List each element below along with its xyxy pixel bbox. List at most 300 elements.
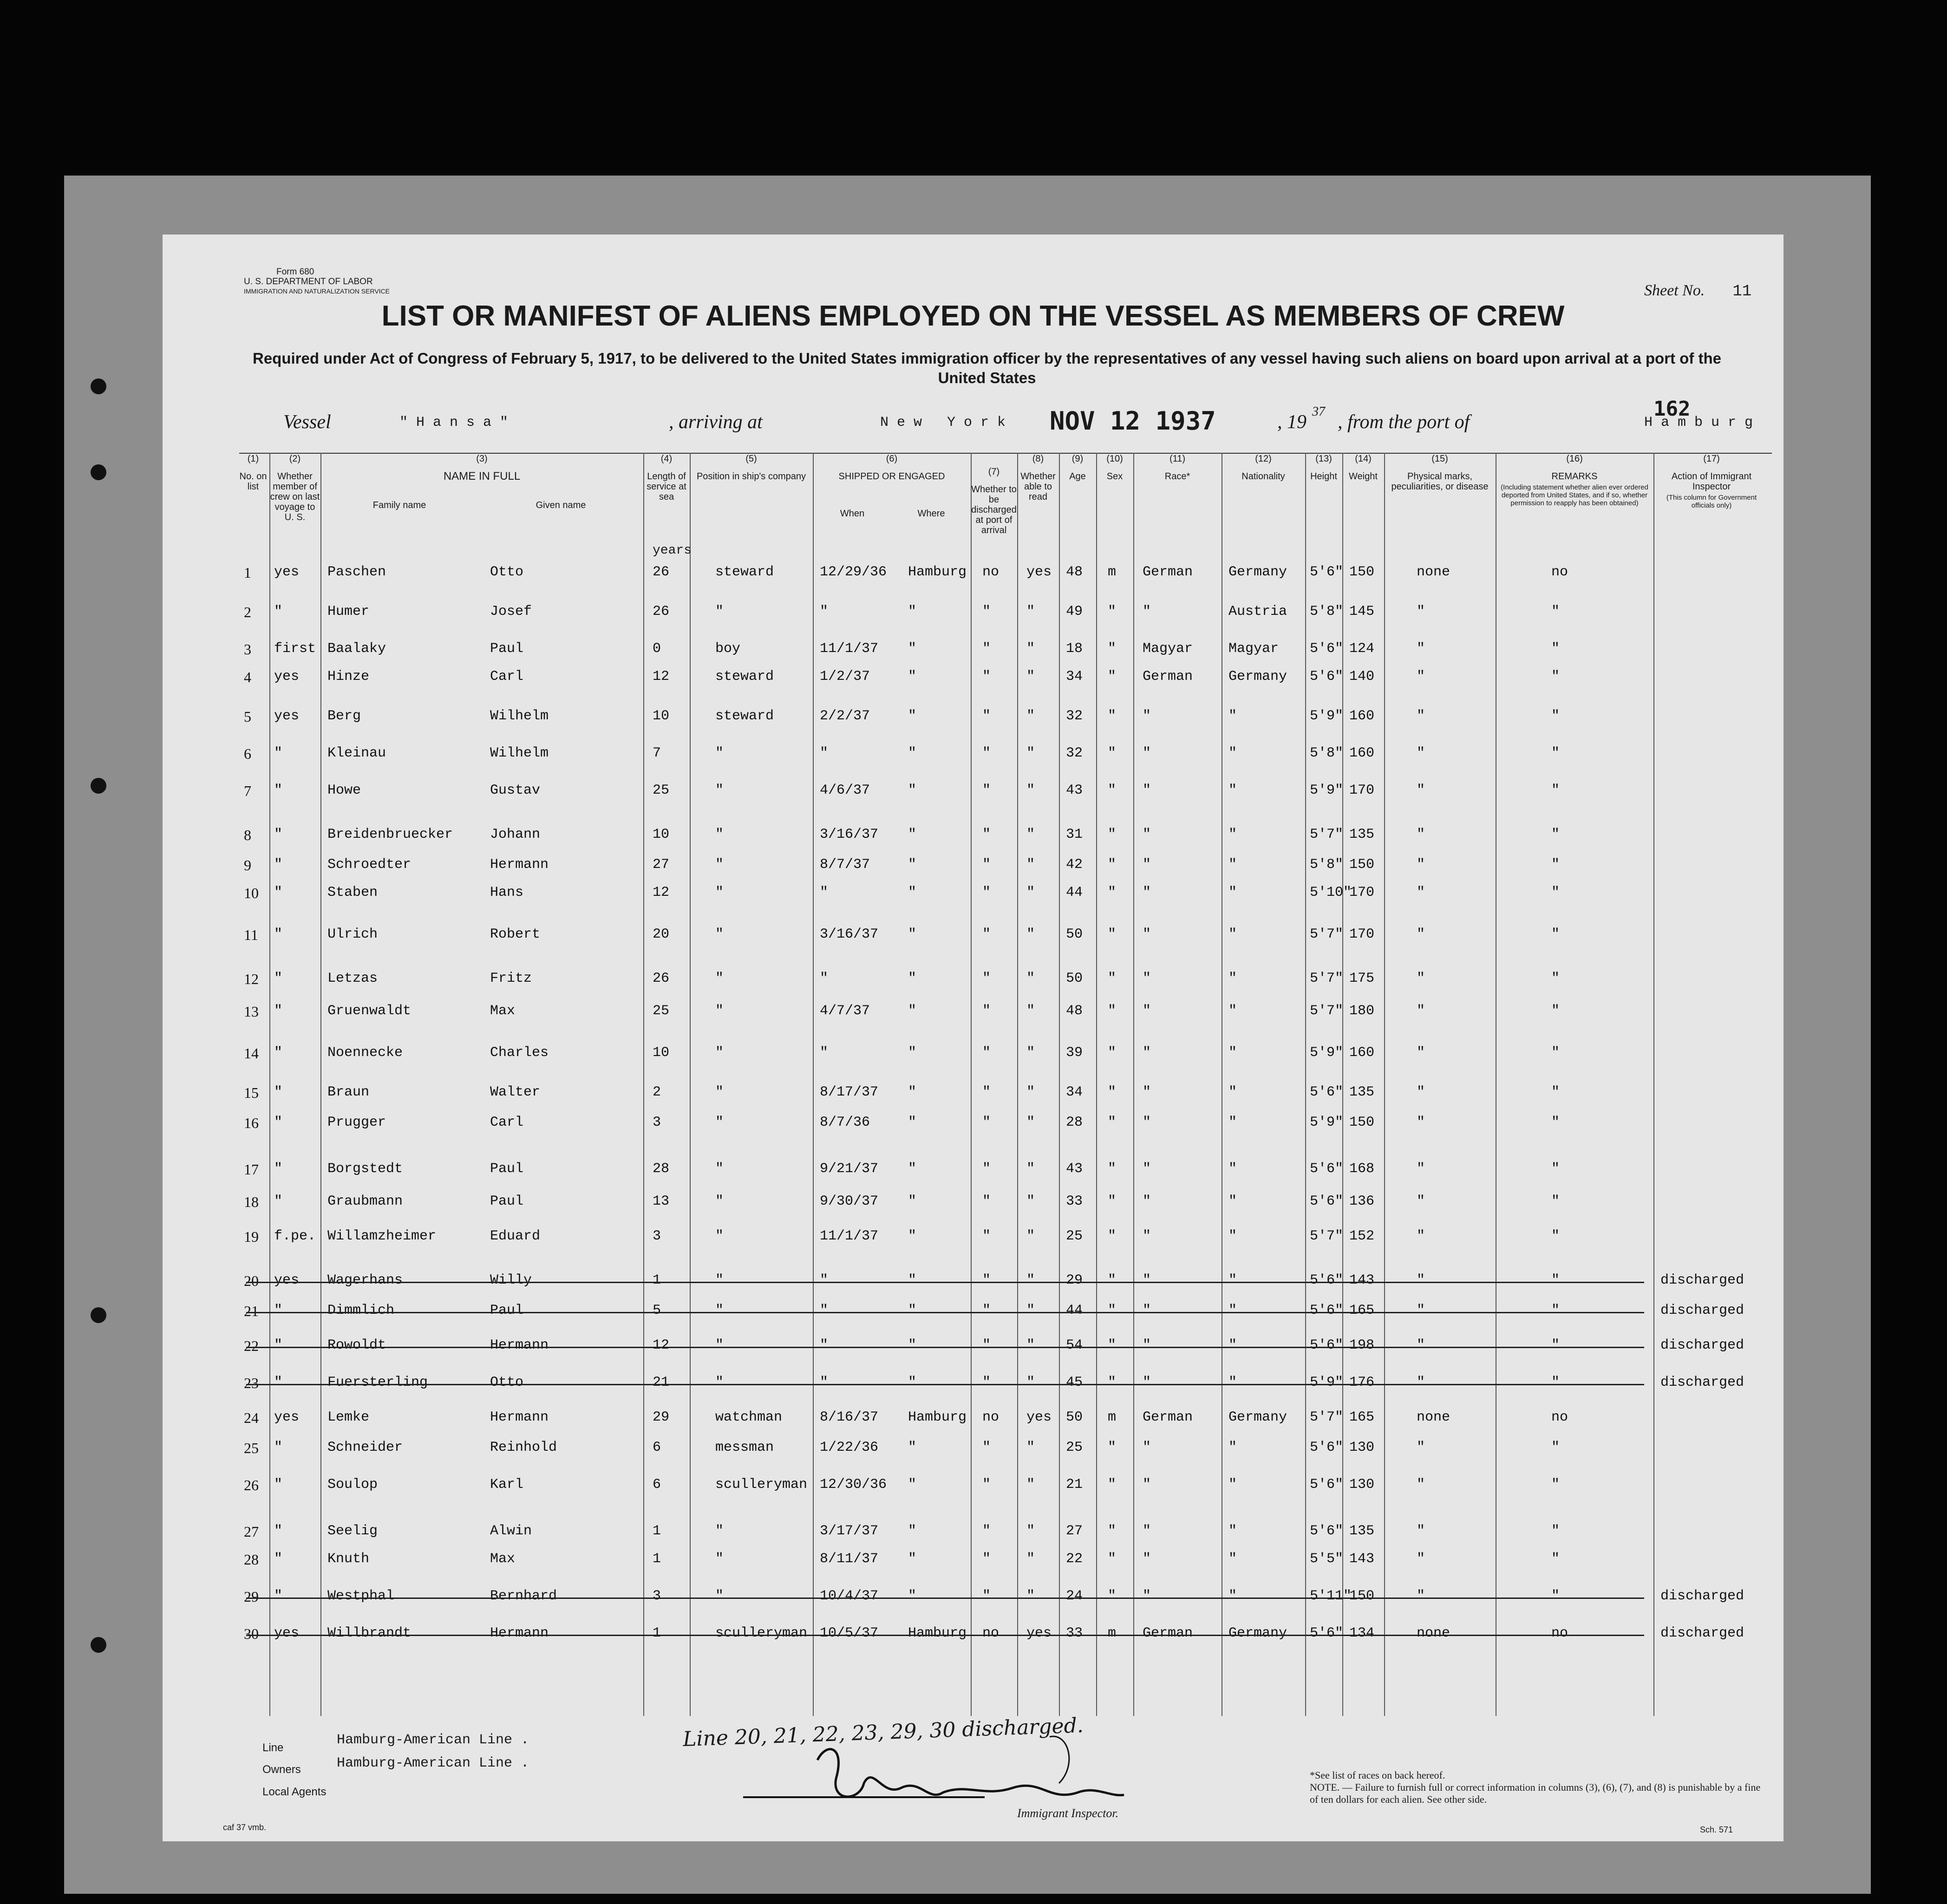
cell-row-number: 16 xyxy=(244,1115,259,1131)
cell-shipped-where: " xyxy=(908,782,917,798)
cell-height: 5'7" xyxy=(1310,1228,1344,1244)
cell-remarks: " xyxy=(1551,669,1560,685)
cell-row-number: 2 xyxy=(244,604,251,620)
cell-sex: " xyxy=(1108,857,1117,873)
cell-height: 5'6" xyxy=(1310,1161,1344,1177)
header-race: (11) Race* xyxy=(1164,454,1190,482)
cell-nationality: Austria xyxy=(1228,604,1287,619)
cell-shipped-when: " xyxy=(820,885,829,900)
cell-family-name: Breidenbruecker xyxy=(327,827,453,842)
cell-physical-marks: none xyxy=(1417,1409,1450,1425)
cell-shipped-where: " xyxy=(908,857,917,873)
cell-weight: 150 xyxy=(1349,1115,1375,1130)
cell-service-years: 1 xyxy=(653,1523,661,1539)
cell-height: 5'6" xyxy=(1310,641,1344,657)
cell-crew-status: f.pe. xyxy=(274,1228,316,1244)
cell-shipped-where: " xyxy=(908,1440,917,1455)
cell-row-number: 21 xyxy=(244,1303,259,1319)
cell-family-name: Dimmlich xyxy=(327,1303,395,1318)
table-row xyxy=(237,1551,1770,1581)
cell-remarks: " xyxy=(1551,1272,1560,1288)
cell-able-to-read: " xyxy=(1026,1303,1035,1318)
cell-row-number: 5 xyxy=(244,708,251,725)
arrival-port: N e w Y o r k xyxy=(880,415,1006,430)
cell-position: " xyxy=(715,1375,724,1390)
cell-nationality: " xyxy=(1228,1440,1237,1455)
cell-race: " xyxy=(1143,1375,1151,1390)
cell-shipped-when: " xyxy=(820,745,829,761)
table-row xyxy=(237,1523,1770,1553)
strikethrough-line xyxy=(246,1384,1644,1385)
cell-age: 28 xyxy=(1066,1115,1083,1130)
cell-crew-status: " xyxy=(274,1588,283,1604)
cell-able-to-read: " xyxy=(1026,669,1035,685)
cell-crew-status: yes xyxy=(274,1272,300,1288)
from-label: , from the port of xyxy=(1338,411,1470,433)
cell-height: 5'6" xyxy=(1310,1477,1344,1493)
cell-crew-status: " xyxy=(274,1551,283,1567)
cell-row-number: 25 xyxy=(244,1440,259,1456)
table-row xyxy=(237,641,1770,671)
cell-given-name: Max xyxy=(490,1003,516,1019)
cell-shipped-where: " xyxy=(908,1588,917,1604)
cell-physical-marks: " xyxy=(1417,641,1425,657)
cell-service-years: 6 xyxy=(653,1477,661,1493)
cell-sex: " xyxy=(1108,1193,1117,1209)
cell-family-name: Willamzheimer xyxy=(327,1228,437,1244)
table-row xyxy=(237,1303,1770,1332)
table-row xyxy=(237,604,1770,633)
cell-crew-status: yes xyxy=(274,708,300,724)
cell-sex: " xyxy=(1108,885,1117,900)
cell-position: " xyxy=(715,1551,724,1567)
years-label: years xyxy=(653,543,692,558)
remarks-note: (Including statement whether alien ever ordered deported from United States, and if so, whether permission to reapply has been obtained) xyxy=(1501,483,1648,507)
cell-physical-marks: " xyxy=(1417,971,1425,986)
cell-inspector-action: discharged xyxy=(1660,1625,1744,1641)
cell-service-years: 2 xyxy=(653,1084,661,1100)
cell-given-name: Gustav xyxy=(490,782,541,798)
cell-remarks: " xyxy=(1551,1228,1560,1244)
strikethrough-line xyxy=(246,1598,1644,1599)
cell-race: " xyxy=(1143,1551,1151,1567)
cell-race: " xyxy=(1143,1045,1151,1061)
cell-nationality: " xyxy=(1228,1375,1237,1390)
punch-hole xyxy=(91,778,106,794)
cell-shipped-when: 8/16/37 xyxy=(820,1409,879,1425)
cell-given-name: Wilhelm xyxy=(490,745,549,761)
cell-row-number: 30 xyxy=(244,1625,259,1642)
punch-hole xyxy=(91,1637,106,1653)
table-row xyxy=(237,971,1770,1000)
cell-remarks: " xyxy=(1551,1115,1560,1130)
header-marks: (15) Physical marks, peculiarities, or disease xyxy=(1391,454,1489,492)
cell-height: 5'9" xyxy=(1310,1115,1344,1130)
cell-race: " xyxy=(1143,782,1151,798)
table-row xyxy=(237,1440,1770,1469)
cell-height: 5'5" xyxy=(1310,1551,1344,1567)
cell-crew-status: yes xyxy=(274,564,300,580)
subheader-family: Family name xyxy=(372,500,426,510)
cell-position: " xyxy=(715,1115,724,1130)
cell-family-name: Schneider xyxy=(327,1440,403,1455)
cell-physical-marks: " xyxy=(1417,1003,1425,1019)
cell-weight: 176 xyxy=(1349,1375,1375,1390)
cell-service-years: 26 xyxy=(653,971,670,986)
cell-row-number: 4 xyxy=(244,669,251,685)
cell-shipped-where: " xyxy=(908,1375,917,1390)
cell-shipped-where: " xyxy=(908,1193,917,1209)
cell-shipped-where: " xyxy=(908,827,917,842)
cell-row-number: 1 xyxy=(244,564,251,581)
inspector-label: Immigrant Inspector. xyxy=(1017,1806,1119,1820)
cell-discharge: " xyxy=(982,782,991,798)
cell-weight: 145 xyxy=(1349,604,1375,619)
line-value: Hamburg-American Line . xyxy=(337,1732,529,1748)
cell-shipped-where: " xyxy=(908,971,917,986)
cell-physical-marks: " xyxy=(1417,1115,1425,1130)
page-title: LIST OR MANIFEST OF ALIENS EMPLOYED ON THE VESSEL AS MEMBERS OF CREW xyxy=(381,300,1565,332)
cell-remarks: " xyxy=(1551,885,1560,900)
cell-physical-marks: " xyxy=(1417,1193,1425,1209)
cell-race: German xyxy=(1143,1409,1193,1425)
vessel-name: " H a n s a " xyxy=(399,415,509,430)
table-row xyxy=(237,669,1770,698)
cell-position: steward xyxy=(715,564,774,580)
cell-shipped-where: " xyxy=(908,1477,917,1493)
cell-row-number: 24 xyxy=(244,1409,259,1426)
cell-nationality: " xyxy=(1228,1272,1237,1288)
cell-crew-status: yes xyxy=(274,1625,300,1641)
cell-shipped-where: " xyxy=(908,1337,917,1353)
cell-discharge: no xyxy=(982,1409,1000,1425)
cell-crew-status: " xyxy=(274,971,283,986)
cell-shipped-where: " xyxy=(908,1228,917,1244)
cell-given-name: Robert xyxy=(490,926,541,942)
cell-position: " xyxy=(715,1003,724,1019)
cell-able-to-read: " xyxy=(1026,1193,1035,1209)
cell-row-number: 6 xyxy=(244,745,251,762)
handwritten-note: Line 20, 21, 22, 23, 29, 30 discharged. xyxy=(682,1713,1084,1752)
cell-height: 5'6" xyxy=(1310,564,1344,580)
cell-service-years: 3 xyxy=(653,1228,661,1244)
cell-race: " xyxy=(1143,1477,1151,1493)
table-row xyxy=(237,857,1770,887)
cell-family-name: Ulrich xyxy=(327,926,378,942)
cell-able-to-read: " xyxy=(1026,827,1035,842)
cell-height: 5'6" xyxy=(1310,1084,1344,1100)
cell-age: 21 xyxy=(1066,1477,1083,1493)
cell-row-number: 19 xyxy=(244,1228,259,1245)
cell-service-years: 28 xyxy=(653,1161,670,1177)
arriving-label: , arriving at xyxy=(669,411,763,433)
cell-age: 42 xyxy=(1066,857,1083,873)
cell-age: 43 xyxy=(1066,1161,1083,1177)
cell-sex: " xyxy=(1108,1551,1117,1567)
cell-crew-status: " xyxy=(274,1303,283,1318)
header-service: (4) Length of service at sea xyxy=(647,454,686,502)
cell-weight: 165 xyxy=(1349,1409,1375,1425)
cell-sex: m xyxy=(1108,1409,1117,1425)
table-row xyxy=(237,1409,1770,1439)
cell-service-years: 29 xyxy=(653,1409,670,1425)
cell-able-to-read: " xyxy=(1026,1228,1035,1244)
cell-age: 25 xyxy=(1066,1228,1083,1244)
cell-discharge: " xyxy=(982,1045,991,1061)
cell-given-name: Paul xyxy=(490,1193,524,1209)
cell-position: steward xyxy=(715,708,774,724)
cell-shipped-where: " xyxy=(908,708,917,724)
cell-sex: " xyxy=(1108,1084,1117,1100)
cell-race: " xyxy=(1143,827,1151,842)
cell-race: " xyxy=(1143,1161,1151,1177)
cell-sex: " xyxy=(1108,1588,1117,1604)
cell-shipped-when: 10/5/37 xyxy=(820,1625,879,1641)
header-shipped: (6) SHIPPED OR ENGAGED When Where xyxy=(813,454,971,547)
cell-row-number: 17 xyxy=(244,1161,259,1178)
cell-shipped-when: " xyxy=(820,1375,829,1390)
cell-able-to-read: " xyxy=(1026,782,1035,798)
cell-nationality: " xyxy=(1228,1523,1237,1539)
cell-remarks: no xyxy=(1551,564,1568,580)
cell-crew-status: " xyxy=(274,1003,283,1019)
cell-remarks: " xyxy=(1551,745,1560,761)
cell-shipped-when: 11/1/37 xyxy=(820,1228,879,1244)
cell-height: 5'9" xyxy=(1310,782,1344,798)
header-action: (17) Action of Immigrant Inspector (This column for Government officials only) xyxy=(1653,454,1770,547)
cell-crew-status: yes xyxy=(274,1409,300,1425)
cell-able-to-read: " xyxy=(1026,1551,1035,1567)
cell-sex: " xyxy=(1108,745,1117,761)
cell-age: 49 xyxy=(1066,604,1083,619)
cell-family-name: Willbrandt xyxy=(327,1625,412,1641)
cell-nationality: " xyxy=(1228,1161,1237,1177)
cell-service-years: 20 xyxy=(653,926,670,942)
cell-able-to-read: " xyxy=(1026,1588,1035,1604)
cell-row-number: 7 xyxy=(244,782,251,799)
cell-sex: " xyxy=(1108,641,1117,657)
cell-shipped-when: 3/17/37 xyxy=(820,1523,879,1539)
cell-physical-marks: " xyxy=(1417,1477,1425,1493)
cell-shipped-when: " xyxy=(820,1045,829,1061)
footer-note xyxy=(1310,1769,1765,1806)
cell-shipped-where: " xyxy=(908,641,917,657)
header-weight: (14) Weight xyxy=(1349,454,1378,482)
cell-row-number: 29 xyxy=(244,1588,259,1605)
cell-service-years: 1 xyxy=(653,1272,661,1288)
cell-family-name: Paschen xyxy=(327,564,386,580)
cell-physical-marks: " xyxy=(1417,857,1425,873)
cell-inspector-action: discharged xyxy=(1660,1272,1744,1288)
cell-age: 32 xyxy=(1066,745,1083,761)
cell-family-name: Gruenwaldt xyxy=(327,1003,412,1019)
cell-crew-status: " xyxy=(274,885,283,900)
cell-position: " xyxy=(715,1084,724,1100)
cell-physical-marks: " xyxy=(1417,1551,1425,1567)
cell-discharge: " xyxy=(982,1440,991,1455)
cell-discharge: no xyxy=(982,1625,1000,1641)
cell-crew-status: " xyxy=(274,1045,283,1061)
cell-nationality: " xyxy=(1228,1228,1237,1244)
department: U. S. DEPARTMENT OF LABOR xyxy=(244,277,373,287)
cell-discharge: " xyxy=(982,1161,991,1177)
table-row xyxy=(237,782,1770,812)
cell-weight: 170 xyxy=(1349,885,1375,900)
cell-remarks: " xyxy=(1551,1588,1560,1604)
cell-nationality: Germany xyxy=(1228,564,1287,580)
cell-height: 5'6" xyxy=(1310,1303,1344,1318)
cell-physical-marks: " xyxy=(1417,1337,1425,1353)
cell-position: " xyxy=(715,1272,724,1288)
header-height: (13) Height xyxy=(1310,454,1337,482)
cell-weight: 135 xyxy=(1349,1084,1375,1100)
cell-discharge: " xyxy=(982,1588,991,1604)
cell-sex: " xyxy=(1108,1375,1117,1390)
cell-shipped-where: " xyxy=(908,1272,917,1288)
cell-race: German xyxy=(1143,1625,1193,1641)
cell-family-name: Graubmann xyxy=(327,1193,403,1209)
punch-hole xyxy=(91,378,106,394)
cell-family-name: Wagerhans xyxy=(327,1272,403,1288)
cell-able-to-read: " xyxy=(1026,1337,1035,1353)
cell-age: 54 xyxy=(1066,1337,1083,1353)
cell-family-name: Soulop xyxy=(327,1477,378,1493)
cell-remarks: " xyxy=(1551,1440,1560,1455)
cell-race: German xyxy=(1143,669,1193,685)
cell-nationality: " xyxy=(1228,782,1237,798)
cell-shipped-when: 1/22/36 xyxy=(820,1440,879,1455)
cell-position: " xyxy=(715,926,724,942)
cell-family-name: Berg xyxy=(327,708,361,724)
cell-shipped-when: 8/11/37 xyxy=(820,1551,879,1567)
table-row xyxy=(237,1228,1770,1258)
cell-family-name: Fuersterling xyxy=(327,1375,428,1390)
cell-service-years: 10 xyxy=(653,708,670,724)
cell-sex: " xyxy=(1108,1440,1117,1455)
cell-shipped-when: " xyxy=(820,1303,829,1318)
cell-crew-status: " xyxy=(274,1193,283,1209)
cell-service-years: 25 xyxy=(653,782,670,798)
table-row xyxy=(237,1115,1770,1144)
cell-nationality: " xyxy=(1228,1303,1237,1318)
cell-inspector-action: discharged xyxy=(1660,1303,1744,1318)
cell-discharge: " xyxy=(982,1303,991,1318)
cell-race: " xyxy=(1143,1003,1151,1019)
cell-able-to-read: " xyxy=(1026,1045,1035,1061)
cell-nationality: " xyxy=(1228,926,1237,942)
cell-race: " xyxy=(1143,745,1151,761)
cell-remarks: " xyxy=(1551,1337,1560,1353)
cell-nationality: " xyxy=(1228,1115,1237,1130)
cell-discharge: " xyxy=(982,1115,991,1130)
cell-inspector-action: discharged xyxy=(1660,1588,1744,1604)
cell-able-to-read: " xyxy=(1026,1375,1035,1390)
cell-given-name: Bernhard xyxy=(490,1588,557,1604)
table-row xyxy=(237,1625,1770,1655)
cell-family-name: Braun xyxy=(327,1084,370,1100)
cell-service-years: 0 xyxy=(653,641,661,657)
cell-discharge: " xyxy=(982,1193,991,1209)
page-subtitle: Required under Act of Congress of February 5, 1917, to be delivered to the United States immigration officer by the representatives of any vessel having such aliens on board upon arrival at a port of the United States xyxy=(252,350,1721,386)
cell-age: 29 xyxy=(1066,1272,1083,1288)
cell-weight: 168 xyxy=(1349,1161,1375,1177)
cell-given-name: Walter xyxy=(490,1084,541,1100)
cell-race: " xyxy=(1143,1084,1151,1100)
cell-able-to-read: " xyxy=(1026,604,1035,619)
cell-physical-marks: " xyxy=(1417,1045,1425,1061)
cell-race: " xyxy=(1143,604,1151,619)
cell-service-years: 10 xyxy=(653,1045,670,1061)
cell-physical-marks: " xyxy=(1417,1161,1425,1177)
cell-race: " xyxy=(1143,1115,1151,1130)
cell-sex: " xyxy=(1108,782,1117,798)
cell-able-to-read: " xyxy=(1026,926,1035,942)
header-position: (5) Position in ship's company xyxy=(696,454,806,482)
cell-shipped-when: 12/29/36 xyxy=(820,564,887,580)
cell-crew-status: " xyxy=(274,827,283,842)
cell-weight: 150 xyxy=(1349,1588,1375,1604)
cell-row-number: 18 xyxy=(244,1193,259,1210)
cell-position: steward xyxy=(715,669,774,685)
cell-row-number: 15 xyxy=(244,1084,259,1101)
cell-service-years: 1 xyxy=(653,1625,661,1641)
cell-shipped-where: " xyxy=(908,885,917,900)
cell-given-name: Otto xyxy=(490,1375,524,1390)
cell-family-name: Lemke xyxy=(327,1409,370,1425)
cell-discharge: " xyxy=(982,669,991,685)
table-row xyxy=(237,708,1770,738)
cell-able-to-read: yes xyxy=(1026,564,1052,580)
cell-weight: 170 xyxy=(1349,782,1375,798)
cell-height: 5'6" xyxy=(1310,669,1344,685)
cell-age: 50 xyxy=(1066,971,1083,986)
cell-weight: 198 xyxy=(1349,1337,1375,1353)
cell-nationality: Germany xyxy=(1228,669,1287,685)
cell-race: " xyxy=(1143,1523,1151,1539)
cell-discharge: " xyxy=(982,971,991,986)
cell-given-name: Karl xyxy=(490,1477,524,1493)
cell-sex: " xyxy=(1108,926,1117,942)
cell-position: " xyxy=(715,604,724,619)
cell-race: " xyxy=(1143,1193,1151,1209)
header-crew: (2) Whether member of crew on last voyage to U. S. xyxy=(270,454,320,522)
cell-height: 5'10" xyxy=(1310,885,1352,900)
cell-sex: " xyxy=(1108,1003,1117,1019)
cell-remarks: " xyxy=(1551,1045,1560,1061)
cell-family-name: Hinze xyxy=(327,669,370,685)
table-row xyxy=(237,745,1770,775)
cell-weight: 143 xyxy=(1349,1272,1375,1288)
cell-position: " xyxy=(715,745,724,761)
cell-weight: 165 xyxy=(1349,1303,1375,1318)
fine-note: NOTE. — Failure to furnish full or correct information in columns (3), (6), (7), and (8) is punishable by a fine of ten dollars for each alien. See other side. xyxy=(1310,1781,1761,1805)
cell-sex: " xyxy=(1108,669,1117,685)
cell-position: " xyxy=(715,782,724,798)
cell-shipped-when: 4/7/37 xyxy=(820,1003,870,1019)
cell-position: " xyxy=(715,1523,724,1539)
table-row xyxy=(237,1477,1770,1506)
cell-position: sculleryman xyxy=(715,1625,808,1641)
sheet-value: 11 xyxy=(1732,283,1752,300)
cell-shipped-where: " xyxy=(908,1045,917,1061)
cell-family-name: Howe xyxy=(327,782,361,798)
cell-age: 45 xyxy=(1066,1375,1083,1390)
header-age: (9) Age xyxy=(1069,454,1086,482)
voyage-line xyxy=(283,406,1770,443)
table-row xyxy=(237,1045,1770,1075)
cell-position: " xyxy=(715,1161,724,1177)
cell-shipped-when: " xyxy=(820,604,829,619)
